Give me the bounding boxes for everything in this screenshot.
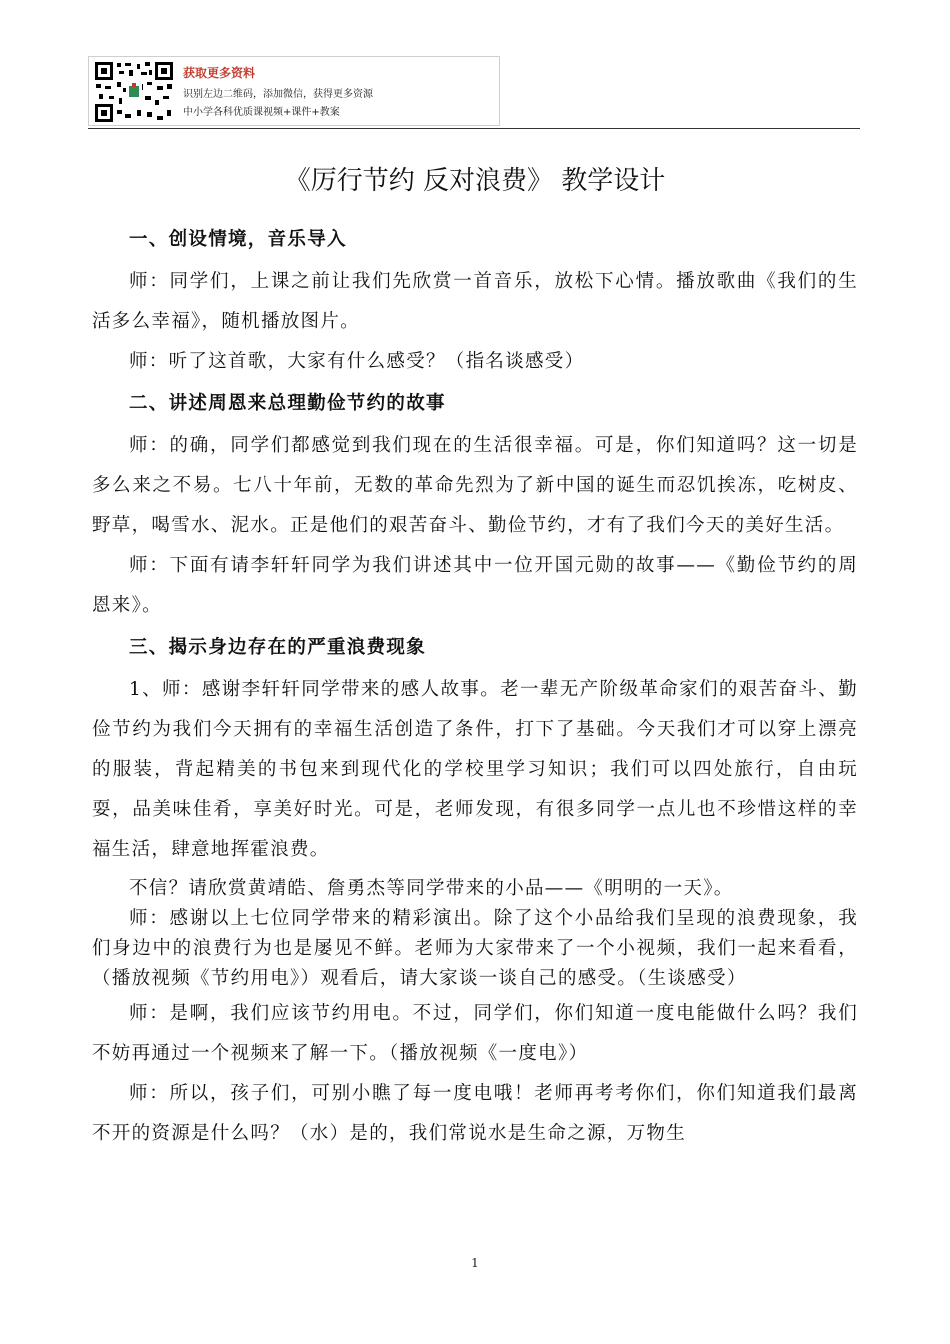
paragraph: 师：听了这首歌，大家有什么感受？（指名谈感受） — [129, 351, 585, 372]
paragraph: 师：下面有请李轩轩同学为我们讲述其中一位开国元勋的故事——《勤俭节约的周恩来》。 — [92, 555, 858, 616]
ad-line-1: 识别左边二维码，添加微信，获得更多资源 — [183, 89, 373, 100]
ad-line-2: 中小学各科优质课视频+课件+教案 — [183, 107, 340, 118]
document-title: 《厉行节约 反对浪费》 教学设计 — [284, 166, 666, 196]
paragraph: 不信？请欣赏黄靖皓、詹勇杰等同学带来的小品——《明明的一天》。 — [129, 878, 734, 899]
paragraph: 师：感谢以上七位同学带来的精彩演出。除了这个小品给我们呈现的浪费现象，我们身边中的浪费行为也是屡见不鲜。老师为大家带来了一个小视频，我们一起来看看，（播放视频《节约用电》）观看后，请大家谈一谈自己的感受。（生谈感受） — [92, 908, 858, 989]
document-body — [92, 218, 858, 1154]
header-divider — [88, 128, 860, 129]
paragraph: 师：的确，同学们都感觉到我们现在的生活很幸福。可是，你们知道吗？这一切是多么来之不易。七八十年前，无数的革命先烈为了新中国的诞生而忍饥挨冻，吃树皮、野草，喝雪水、泥水。正是他们的艰苦奋斗、勤俭节约，才有了我们今天的美好生活。 — [92, 435, 858, 536]
paragraph: 师：所以，孩子们，可别小瞧了每一度电哦！老师再考考你们，你们知道我们最离不开的资源是什么吗？（水）是的，我们常说水是生命之源，万物生 — [92, 1083, 858, 1144]
ad-title: 获取更多资料 — [183, 66, 256, 80]
page-number: 1 — [471, 1256, 479, 1270]
paragraph: 师：同学们，上课之前让我们先欣赏一首音乐，放松下心情。播放歌曲《我们的生活多么幸福》，随机播放图片。 — [92, 271, 858, 332]
qr-code-icon[interactable] — [93, 60, 175, 124]
section-heading: 三、揭示身边存在的严重浪费现象 — [129, 637, 427, 658]
paragraph: 1、师：感谢李轩轩同学带来的感人故事。老一辈无产阶级革命家们的艰苦奋斗、勤俭节约为我们今天拥有的幸福生活创造了条件，打下了基础。今天我们才可以穿上漂亮的服装，背起精美的书包来到现代化的学校里学习知识；我们可以四处旅行，自由玩耍，品美味佳肴，享美好时光。可是，老师发现，有很多同学一点儿也不珍惜这样的幸福生活，肆意地挥霍浪费。 — [92, 679, 858, 860]
section-heading: 一、创设情境，音乐导入 — [129, 229, 347, 250]
paragraph: 师：是啊，我们应该节约用电。不过，同学们，你们知道一度电能做什么吗？我们不妨再通过一个视频来了解一下。（播放视频《一度电》） — [92, 1003, 858, 1064]
promo-banner — [88, 56, 500, 126]
section-heading: 二、讲述周恩来总理勤俭节约的故事 — [129, 393, 446, 414]
